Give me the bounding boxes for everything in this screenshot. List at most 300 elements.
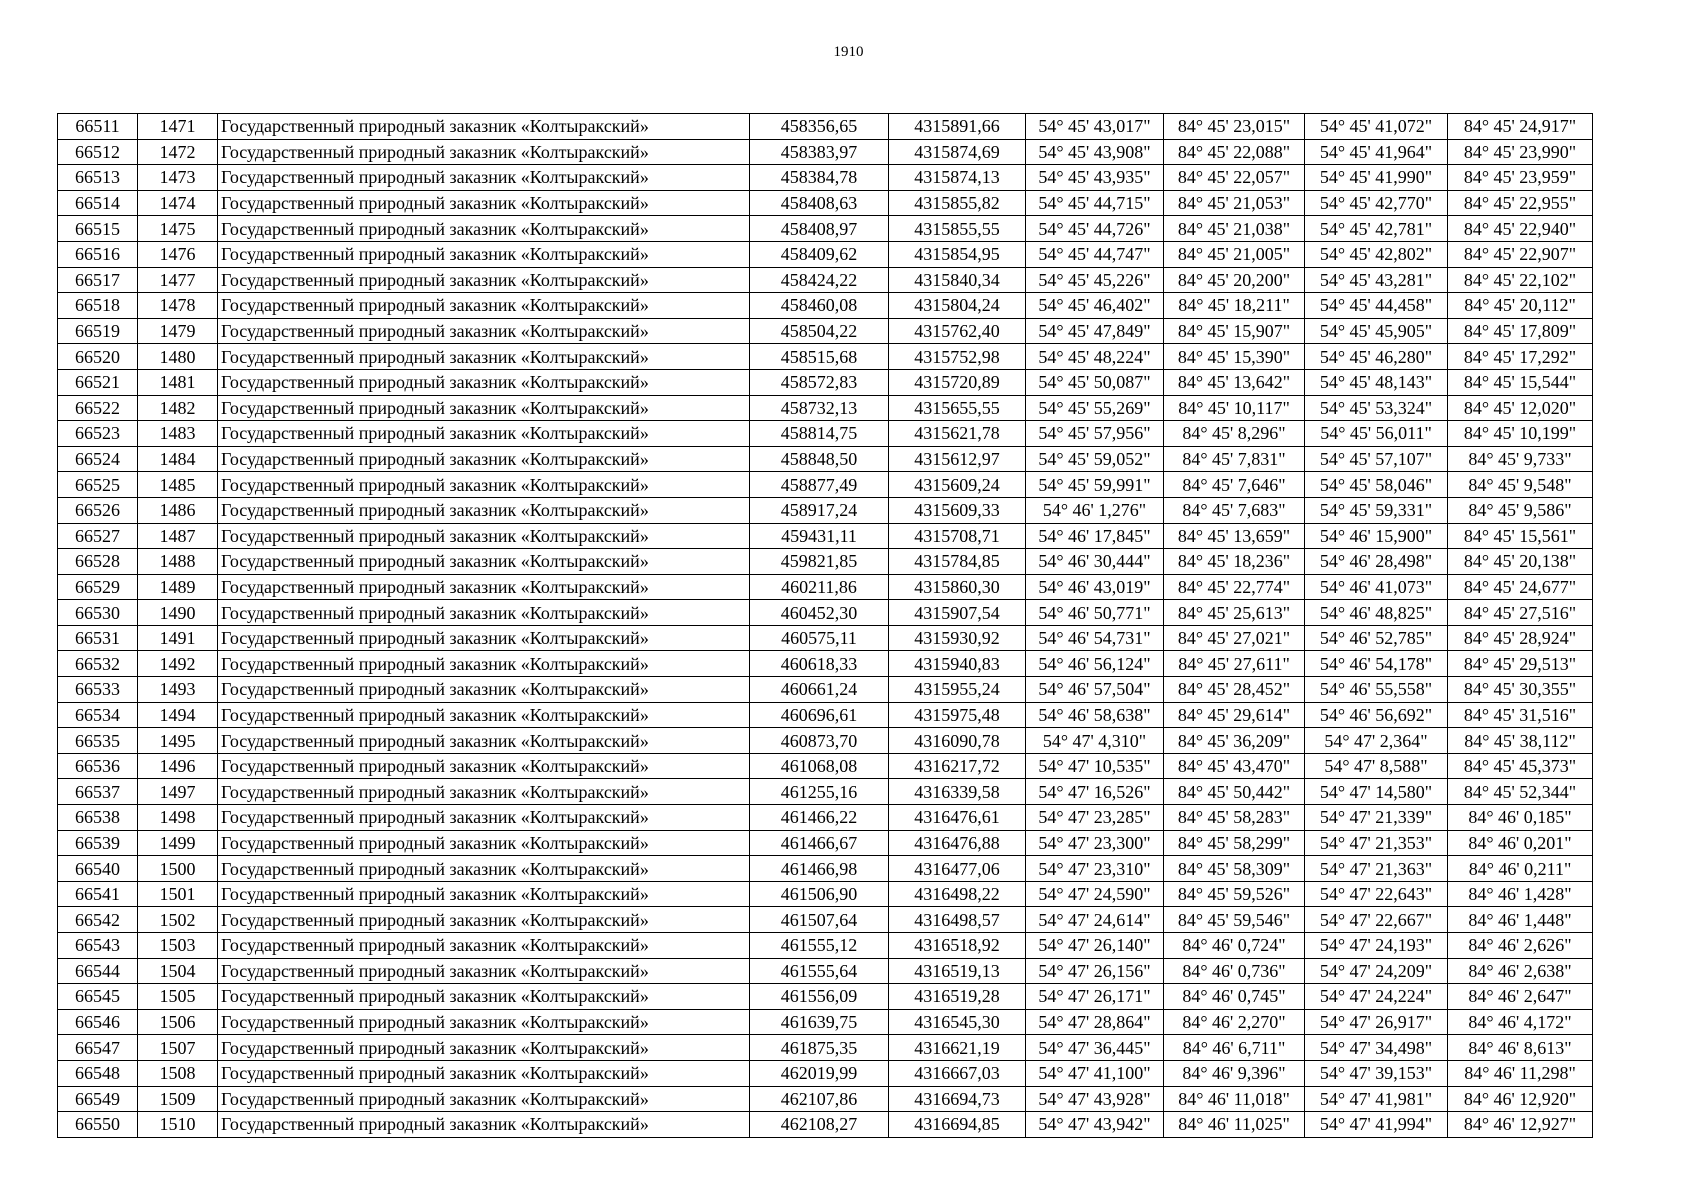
longitude-1-cell: 84° 46' 0,736" [1164, 958, 1305, 984]
point-number-cell: 1492 [138, 651, 218, 677]
table-row [58, 958, 1593, 984]
latitude-2-cell: 54° 45' 53,324" [1305, 395, 1448, 421]
latitude-2-cell: 54° 47' 21,353" [1305, 830, 1448, 856]
row-id-cell: 66534 [58, 702, 138, 728]
x-coordinate-cell: 459431,11 [750, 523, 889, 549]
x-coordinate-cell: 461255,16 [750, 779, 889, 805]
latitude-2-cell: 54° 46' 48,825" [1305, 600, 1448, 626]
point-number-cell: 1480 [138, 344, 218, 370]
zone-name-cell: Государственный природный заказник «Колтыракский» [218, 497, 750, 523]
row-id-cell: 66527 [58, 523, 138, 549]
longitude-1-cell: 84° 45' 15,907" [1164, 318, 1305, 344]
y-coordinate-cell: 4316339,58 [889, 779, 1026, 805]
row-id-cell: 66547 [58, 1035, 138, 1061]
longitude-1-cell: 84° 45' 58,309" [1164, 856, 1305, 882]
y-coordinate-cell: 4316498,22 [889, 881, 1026, 907]
zone-name-cell: Государственный природный заказник «Колтыракский» [218, 933, 750, 959]
latitude-2-cell: 54° 47' 14,580" [1305, 779, 1448, 805]
table-row [58, 677, 1593, 703]
row-id-cell: 66520 [58, 344, 138, 370]
table-row [58, 1060, 1593, 1086]
x-coordinate-cell: 461555,64 [750, 958, 889, 984]
longitude-1-cell: 84° 45' 58,299" [1164, 830, 1305, 856]
point-number-cell: 1481 [138, 369, 218, 395]
latitude-1-cell: 54° 46' 50,771" [1026, 600, 1164, 626]
latitude-1-cell: 54° 46' 58,638" [1026, 702, 1164, 728]
longitude-2-cell: 84° 45' 15,561" [1448, 523, 1593, 549]
longitude-1-cell: 84° 45' 59,526" [1164, 881, 1305, 907]
longitude-1-cell: 84° 45' 20,200" [1164, 267, 1305, 293]
table-row [58, 933, 1593, 959]
y-coordinate-cell: 4315855,82 [889, 190, 1026, 216]
y-coordinate-cell: 4315720,89 [889, 369, 1026, 395]
point-number-cell: 1490 [138, 600, 218, 626]
longitude-2-cell: 84° 45' 10,199" [1448, 421, 1593, 447]
latitude-2-cell: 54° 47' 2,364" [1305, 728, 1448, 754]
latitude-1-cell: 54° 45' 44,747" [1026, 241, 1164, 267]
y-coordinate-cell: 4316519,28 [889, 984, 1026, 1010]
longitude-1-cell: 84° 45' 25,613" [1164, 600, 1305, 626]
row-id-cell: 66524 [58, 446, 138, 472]
y-coordinate-cell: 4316476,61 [889, 805, 1026, 831]
zone-name-cell: Государственный природный заказник «Колтыракский» [218, 446, 750, 472]
latitude-2-cell: 54° 45' 42,802" [1305, 241, 1448, 267]
point-number-cell: 1503 [138, 933, 218, 959]
x-coordinate-cell: 458877,49 [750, 472, 889, 498]
longitude-2-cell: 84° 46' 12,920" [1448, 1086, 1593, 1112]
point-number-cell: 1471 [138, 114, 218, 140]
y-coordinate-cell: 4316694,85 [889, 1112, 1026, 1138]
x-coordinate-cell: 458848,50 [750, 446, 889, 472]
row-id-cell: 66517 [58, 267, 138, 293]
latitude-1-cell: 54° 45' 48,224" [1026, 344, 1164, 370]
latitude-1-cell: 54° 47' 28,864" [1026, 1009, 1164, 1035]
latitude-1-cell: 54° 47' 26,140" [1026, 933, 1164, 959]
latitude-1-cell: 54° 47' 4,310" [1026, 728, 1164, 754]
table-row [58, 728, 1593, 754]
row-id-cell: 66549 [58, 1086, 138, 1112]
zone-name-cell: Государственный природный заказник «Колтыракский» [218, 139, 750, 165]
zone-name-cell: Государственный природный заказник «Колтыракский» [218, 523, 750, 549]
x-coordinate-cell: 460661,24 [750, 677, 889, 703]
y-coordinate-cell: 4315840,34 [889, 267, 1026, 293]
longitude-1-cell: 84° 45' 13,659" [1164, 523, 1305, 549]
longitude-2-cell: 84° 46' 0,211" [1448, 856, 1593, 882]
latitude-2-cell: 54° 45' 41,990" [1305, 165, 1448, 191]
table-row [58, 293, 1593, 319]
point-number-cell: 1507 [138, 1035, 218, 1061]
row-id-cell: 66512 [58, 139, 138, 165]
zone-name-cell: Государственный природный заказник «Колтыракский» [218, 369, 750, 395]
y-coordinate-cell: 4316667,03 [889, 1060, 1026, 1086]
zone-name-cell: Государственный природный заказник «Колтыракский» [218, 549, 750, 575]
point-number-cell: 1493 [138, 677, 218, 703]
zone-name-cell: Государственный природный заказник «Колтыракский» [218, 267, 750, 293]
zone-name-cell: Государственный природный заказник «Колтыракский» [218, 293, 750, 319]
zone-name-cell: Государственный природный заказник «Колтыракский» [218, 907, 750, 933]
longitude-2-cell: 84° 45' 12,020" [1448, 395, 1593, 421]
longitude-1-cell: 84° 45' 8,296" [1164, 421, 1305, 447]
y-coordinate-cell: 4315907,54 [889, 600, 1026, 626]
point-number-cell: 1473 [138, 165, 218, 191]
table-row [58, 318, 1593, 344]
table-row [58, 267, 1593, 293]
y-coordinate-cell: 4315855,55 [889, 216, 1026, 242]
longitude-1-cell: 84° 45' 13,642" [1164, 369, 1305, 395]
x-coordinate-cell: 458383,97 [750, 139, 889, 165]
y-coordinate-cell: 4315762,40 [889, 318, 1026, 344]
table-row [58, 856, 1593, 882]
table-row [58, 190, 1593, 216]
longitude-2-cell: 84° 46' 2,647" [1448, 984, 1593, 1010]
table-row [58, 446, 1593, 472]
zone-name-cell: Государственный природный заказник «Колтыракский» [218, 472, 750, 498]
y-coordinate-cell: 4315940,83 [889, 651, 1026, 677]
zone-name-cell: Государственный природный заказник «Колтыракский» [218, 318, 750, 344]
point-number-cell: 1488 [138, 549, 218, 575]
longitude-1-cell: 84° 45' 22,088" [1164, 139, 1305, 165]
latitude-1-cell: 54° 47' 24,590" [1026, 881, 1164, 907]
y-coordinate-cell: 4315612,97 [889, 446, 1026, 472]
row-id-cell: 66546 [58, 1009, 138, 1035]
latitude-2-cell: 54° 47' 34,498" [1305, 1035, 1448, 1061]
point-number-cell: 1498 [138, 805, 218, 831]
zone-name-cell: Государственный природный заказник «Колтыракский» [218, 165, 750, 191]
longitude-2-cell: 84° 46' 2,638" [1448, 958, 1593, 984]
table-body [58, 114, 1593, 1138]
point-number-cell: 1478 [138, 293, 218, 319]
table-row [58, 600, 1593, 626]
table-row [58, 344, 1593, 370]
latitude-1-cell: 54° 45' 59,052" [1026, 446, 1164, 472]
table-row [58, 114, 1593, 140]
latitude-2-cell: 54° 47' 26,917" [1305, 1009, 1448, 1035]
table-row [58, 241, 1593, 267]
table-row [58, 165, 1593, 191]
zone-name-cell: Государственный природный заказник «Колтыракский» [218, 984, 750, 1010]
longitude-2-cell: 84° 45' 29,513" [1448, 651, 1593, 677]
y-coordinate-cell: 4315609,24 [889, 472, 1026, 498]
point-number-cell: 1486 [138, 497, 218, 523]
zone-name-cell: Государственный природный заказник «Колтыракский» [218, 677, 750, 703]
longitude-1-cell: 84° 45' 21,038" [1164, 216, 1305, 242]
y-coordinate-cell: 4315854,95 [889, 241, 1026, 267]
latitude-2-cell: 54° 47' 24,193" [1305, 933, 1448, 959]
longitude-1-cell: 84° 46' 2,270" [1164, 1009, 1305, 1035]
latitude-1-cell: 54° 46' 17,845" [1026, 523, 1164, 549]
row-id-cell: 66545 [58, 984, 138, 1010]
x-coordinate-cell: 462108,27 [750, 1112, 889, 1138]
longitude-1-cell: 84° 45' 27,021" [1164, 625, 1305, 651]
longitude-1-cell: 84° 45' 10,117" [1164, 395, 1305, 421]
y-coordinate-cell: 4315655,55 [889, 395, 1026, 421]
longitude-2-cell: 84° 45' 20,112" [1448, 293, 1593, 319]
latitude-2-cell: 54° 47' 22,667" [1305, 907, 1448, 933]
row-id-cell: 66525 [58, 472, 138, 498]
latitude-1-cell: 54° 45' 50,087" [1026, 369, 1164, 395]
latitude-1-cell: 54° 45' 57,956" [1026, 421, 1164, 447]
longitude-2-cell: 84° 45' 9,548" [1448, 472, 1593, 498]
zone-name-cell: Государственный природный заказник «Колтыракский» [218, 728, 750, 754]
point-number-cell: 1474 [138, 190, 218, 216]
longitude-2-cell: 84° 45' 31,516" [1448, 702, 1593, 728]
longitude-2-cell: 84° 45' 22,955" [1448, 190, 1593, 216]
x-coordinate-cell: 460873,70 [750, 728, 889, 754]
row-id-cell: 66544 [58, 958, 138, 984]
latitude-2-cell: 54° 47' 24,209" [1305, 958, 1448, 984]
longitude-1-cell: 84° 45' 18,236" [1164, 549, 1305, 575]
point-number-cell: 1505 [138, 984, 218, 1010]
longitude-1-cell: 84° 45' 7,646" [1164, 472, 1305, 498]
latitude-1-cell: 54° 46' 30,444" [1026, 549, 1164, 575]
longitude-2-cell: 84° 45' 23,990" [1448, 139, 1593, 165]
table-row [58, 216, 1593, 242]
row-id-cell: 66514 [58, 190, 138, 216]
row-id-cell: 66533 [58, 677, 138, 703]
x-coordinate-cell: 461875,35 [750, 1035, 889, 1061]
latitude-1-cell: 54° 47' 16,526" [1026, 779, 1164, 805]
zone-name-cell: Государственный природный заказник «Колтыракский» [218, 830, 750, 856]
table-row [58, 1009, 1593, 1035]
point-number-cell: 1497 [138, 779, 218, 805]
zone-name-cell: Государственный природный заказник «Колтыракский» [218, 805, 750, 831]
x-coordinate-cell: 460618,33 [750, 651, 889, 677]
table-row [58, 779, 1593, 805]
point-number-cell: 1506 [138, 1009, 218, 1035]
longitude-1-cell: 84° 46' 6,711" [1164, 1035, 1305, 1061]
y-coordinate-cell: 4316217,72 [889, 753, 1026, 779]
table-row [58, 523, 1593, 549]
latitude-2-cell: 54° 45' 46,280" [1305, 344, 1448, 370]
y-coordinate-cell: 4315784,85 [889, 549, 1026, 575]
latitude-1-cell: 54° 47' 10,535" [1026, 753, 1164, 779]
table-row [58, 472, 1593, 498]
row-id-cell: 66513 [58, 165, 138, 191]
table-row [58, 574, 1593, 600]
row-id-cell: 66531 [58, 625, 138, 651]
latitude-2-cell: 54° 46' 54,178" [1305, 651, 1448, 677]
zone-name-cell: Государственный природный заказник «Колтыракский» [218, 600, 750, 626]
row-id-cell: 66535 [58, 728, 138, 754]
x-coordinate-cell: 461555,12 [750, 933, 889, 959]
point-number-cell: 1479 [138, 318, 218, 344]
zone-name-cell: Государственный природный заказник «Колтыракский» [218, 753, 750, 779]
y-coordinate-cell: 4315874,13 [889, 165, 1026, 191]
latitude-2-cell: 54° 45' 41,964" [1305, 139, 1448, 165]
x-coordinate-cell: 458515,68 [750, 344, 889, 370]
zone-name-cell: Государственный природный заказник «Колтыракский» [218, 881, 750, 907]
longitude-2-cell: 84° 45' 17,292" [1448, 344, 1593, 370]
x-coordinate-cell: 458409,62 [750, 241, 889, 267]
longitude-2-cell: 84° 46' 2,626" [1448, 933, 1593, 959]
latitude-1-cell: 54° 45' 55,269" [1026, 395, 1164, 421]
latitude-2-cell: 54° 45' 41,072" [1305, 114, 1448, 140]
latitude-1-cell: 54° 46' 56,124" [1026, 651, 1164, 677]
x-coordinate-cell: 459821,85 [750, 549, 889, 575]
longitude-2-cell: 84° 45' 15,544" [1448, 369, 1593, 395]
table-row [58, 1086, 1593, 1112]
zone-name-cell: Государственный природный заказник «Колтыракский» [218, 395, 750, 421]
longitude-2-cell: 84° 46' 1,448" [1448, 907, 1593, 933]
longitude-1-cell: 84° 46' 0,724" [1164, 933, 1305, 959]
y-coordinate-cell: 4315874,69 [889, 139, 1026, 165]
row-id-cell: 66522 [58, 395, 138, 421]
point-number-cell: 1494 [138, 702, 218, 728]
point-number-cell: 1501 [138, 881, 218, 907]
latitude-1-cell: 54° 45' 43,908" [1026, 139, 1164, 165]
longitude-1-cell: 84° 45' 18,211" [1164, 293, 1305, 319]
y-coordinate-cell: 4316476,88 [889, 830, 1026, 856]
latitude-2-cell: 54° 46' 55,558" [1305, 677, 1448, 703]
y-coordinate-cell: 4316518,92 [889, 933, 1026, 959]
latitude-2-cell: 54° 45' 56,011" [1305, 421, 1448, 447]
point-number-cell: 1510 [138, 1112, 218, 1138]
point-number-cell: 1475 [138, 216, 218, 242]
zone-name-cell: Государственный природный заказник «Колтыракский» [218, 190, 750, 216]
point-number-cell: 1499 [138, 830, 218, 856]
x-coordinate-cell: 458572,83 [750, 369, 889, 395]
row-id-cell: 66523 [58, 421, 138, 447]
latitude-1-cell: 54° 45' 43,017" [1026, 114, 1164, 140]
y-coordinate-cell: 4315708,71 [889, 523, 1026, 549]
zone-name-cell: Государственный природный заказник «Колтыракский» [218, 779, 750, 805]
table-row [58, 702, 1593, 728]
longitude-1-cell: 84° 45' 15,390" [1164, 344, 1305, 370]
x-coordinate-cell: 460452,30 [750, 600, 889, 626]
zone-name-cell: Государственный природный заказник «Колтыракский» [218, 1035, 750, 1061]
y-coordinate-cell: 4316519,13 [889, 958, 1026, 984]
x-coordinate-cell: 458504,22 [750, 318, 889, 344]
point-number-cell: 1491 [138, 625, 218, 651]
row-id-cell: 66521 [58, 369, 138, 395]
latitude-2-cell: 54° 46' 56,692" [1305, 702, 1448, 728]
latitude-1-cell: 54° 47' 23,300" [1026, 830, 1164, 856]
latitude-1-cell: 54° 47' 26,171" [1026, 984, 1164, 1010]
row-id-cell: 66539 [58, 830, 138, 856]
zone-name-cell: Государственный природный заказник «Колтыракский» [218, 421, 750, 447]
x-coordinate-cell: 462107,86 [750, 1086, 889, 1112]
latitude-2-cell: 54° 45' 44,458" [1305, 293, 1448, 319]
y-coordinate-cell: 4315955,24 [889, 677, 1026, 703]
longitude-2-cell: 84° 45' 27,516" [1448, 600, 1593, 626]
latitude-2-cell: 54° 45' 57,107" [1305, 446, 1448, 472]
longitude-1-cell: 84° 45' 27,611" [1164, 651, 1305, 677]
point-number-cell: 1489 [138, 574, 218, 600]
latitude-1-cell: 54° 47' 41,100" [1026, 1060, 1164, 1086]
latitude-2-cell: 54° 46' 41,073" [1305, 574, 1448, 600]
x-coordinate-cell: 460211,86 [750, 574, 889, 600]
longitude-2-cell: 84° 45' 9,733" [1448, 446, 1593, 472]
longitude-1-cell: 84° 45' 50,442" [1164, 779, 1305, 805]
longitude-1-cell: 84° 45' 21,005" [1164, 241, 1305, 267]
point-number-cell: 1485 [138, 472, 218, 498]
longitude-2-cell: 84° 45' 22,940" [1448, 216, 1593, 242]
zone-name-cell: Государственный природный заказник «Колтыракский» [218, 241, 750, 267]
longitude-1-cell: 84° 45' 21,053" [1164, 190, 1305, 216]
longitude-2-cell: 84° 45' 28,924" [1448, 625, 1593, 651]
row-id-cell: 66530 [58, 600, 138, 626]
zone-name-cell: Государственный природный заказник «Колтыракский» [218, 856, 750, 882]
longitude-2-cell: 84° 46' 1,428" [1448, 881, 1593, 907]
row-id-cell: 66542 [58, 907, 138, 933]
latitude-2-cell: 54° 45' 42,770" [1305, 190, 1448, 216]
row-id-cell: 66529 [58, 574, 138, 600]
table-row [58, 984, 1593, 1010]
latitude-1-cell: 54° 46' 1,276" [1026, 497, 1164, 523]
longitude-1-cell: 84° 45' 23,015" [1164, 114, 1305, 140]
longitude-2-cell: 84° 45' 24,917" [1448, 114, 1593, 140]
x-coordinate-cell: 461507,64 [750, 907, 889, 933]
latitude-2-cell: 54° 45' 45,905" [1305, 318, 1448, 344]
longitude-2-cell: 84° 46' 8,613" [1448, 1035, 1593, 1061]
table-row [58, 805, 1593, 831]
page-number: 1910 [833, 44, 864, 60]
latitude-1-cell: 54° 47' 23,310" [1026, 856, 1164, 882]
table-row [58, 369, 1593, 395]
table-row [58, 421, 1593, 447]
latitude-1-cell: 54° 45' 47,849" [1026, 318, 1164, 344]
y-coordinate-cell: 4315752,98 [889, 344, 1026, 370]
table-row [58, 395, 1593, 421]
longitude-2-cell: 84° 46' 12,927" [1448, 1112, 1593, 1138]
latitude-2-cell: 54° 45' 58,046" [1305, 472, 1448, 498]
zone-name-cell: Государственный природный заказник «Колтыракский» [218, 958, 750, 984]
longitude-1-cell: 84° 45' 22,057" [1164, 165, 1305, 191]
latitude-2-cell: 54° 47' 41,994" [1305, 1112, 1448, 1138]
latitude-2-cell: 54° 47' 21,339" [1305, 805, 1448, 831]
latitude-2-cell: 54° 45' 59,331" [1305, 497, 1448, 523]
row-id-cell: 66548 [58, 1060, 138, 1086]
longitude-2-cell: 84° 45' 23,959" [1448, 165, 1593, 191]
longitude-1-cell: 84° 46' 9,396" [1164, 1060, 1305, 1086]
coordinates-table [57, 113, 1593, 1138]
latitude-1-cell: 54° 47' 26,156" [1026, 958, 1164, 984]
row-id-cell: 66516 [58, 241, 138, 267]
y-coordinate-cell: 4315975,48 [889, 702, 1026, 728]
longitude-1-cell: 84° 45' 29,614" [1164, 702, 1305, 728]
zone-name-cell: Государственный природный заказник «Колтыракский» [218, 1060, 750, 1086]
longitude-2-cell: 84° 45' 52,344" [1448, 779, 1593, 805]
zone-name-cell: Государственный природный заказник «Колтыракский» [218, 1086, 750, 1112]
longitude-2-cell: 84° 45' 22,907" [1448, 241, 1593, 267]
table-row [58, 549, 1593, 575]
table-row [58, 497, 1593, 523]
row-id-cell: 66528 [58, 549, 138, 575]
longitude-2-cell: 84° 45' 9,586" [1448, 497, 1593, 523]
x-coordinate-cell: 460696,61 [750, 702, 889, 728]
latitude-1-cell: 54° 47' 43,928" [1026, 1086, 1164, 1112]
row-id-cell: 66541 [58, 881, 138, 907]
zone-name-cell: Государственный природный заказник «Колтыракский» [218, 651, 750, 677]
longitude-2-cell: 84° 45' 17,809" [1448, 318, 1593, 344]
longitude-2-cell: 84° 46' 0,185" [1448, 805, 1593, 831]
y-coordinate-cell: 4315804,24 [889, 293, 1026, 319]
latitude-1-cell: 54° 47' 43,942" [1026, 1112, 1164, 1138]
point-number-cell: 1483 [138, 421, 218, 447]
latitude-1-cell: 54° 46' 57,504" [1026, 677, 1164, 703]
point-number-cell: 1496 [138, 753, 218, 779]
latitude-1-cell: 54° 45' 45,226" [1026, 267, 1164, 293]
latitude-2-cell: 54° 47' 21,363" [1305, 856, 1448, 882]
longitude-1-cell: 84° 46' 11,018" [1164, 1086, 1305, 1112]
y-coordinate-cell: 4315609,33 [889, 497, 1026, 523]
y-coordinate-cell: 4316621,19 [889, 1035, 1026, 1061]
point-number-cell: 1509 [138, 1086, 218, 1112]
latitude-1-cell: 54° 47' 36,445" [1026, 1035, 1164, 1061]
y-coordinate-cell: 4315891,66 [889, 114, 1026, 140]
x-coordinate-cell: 460575,11 [750, 625, 889, 651]
longitude-1-cell: 84° 45' 7,683" [1164, 497, 1305, 523]
